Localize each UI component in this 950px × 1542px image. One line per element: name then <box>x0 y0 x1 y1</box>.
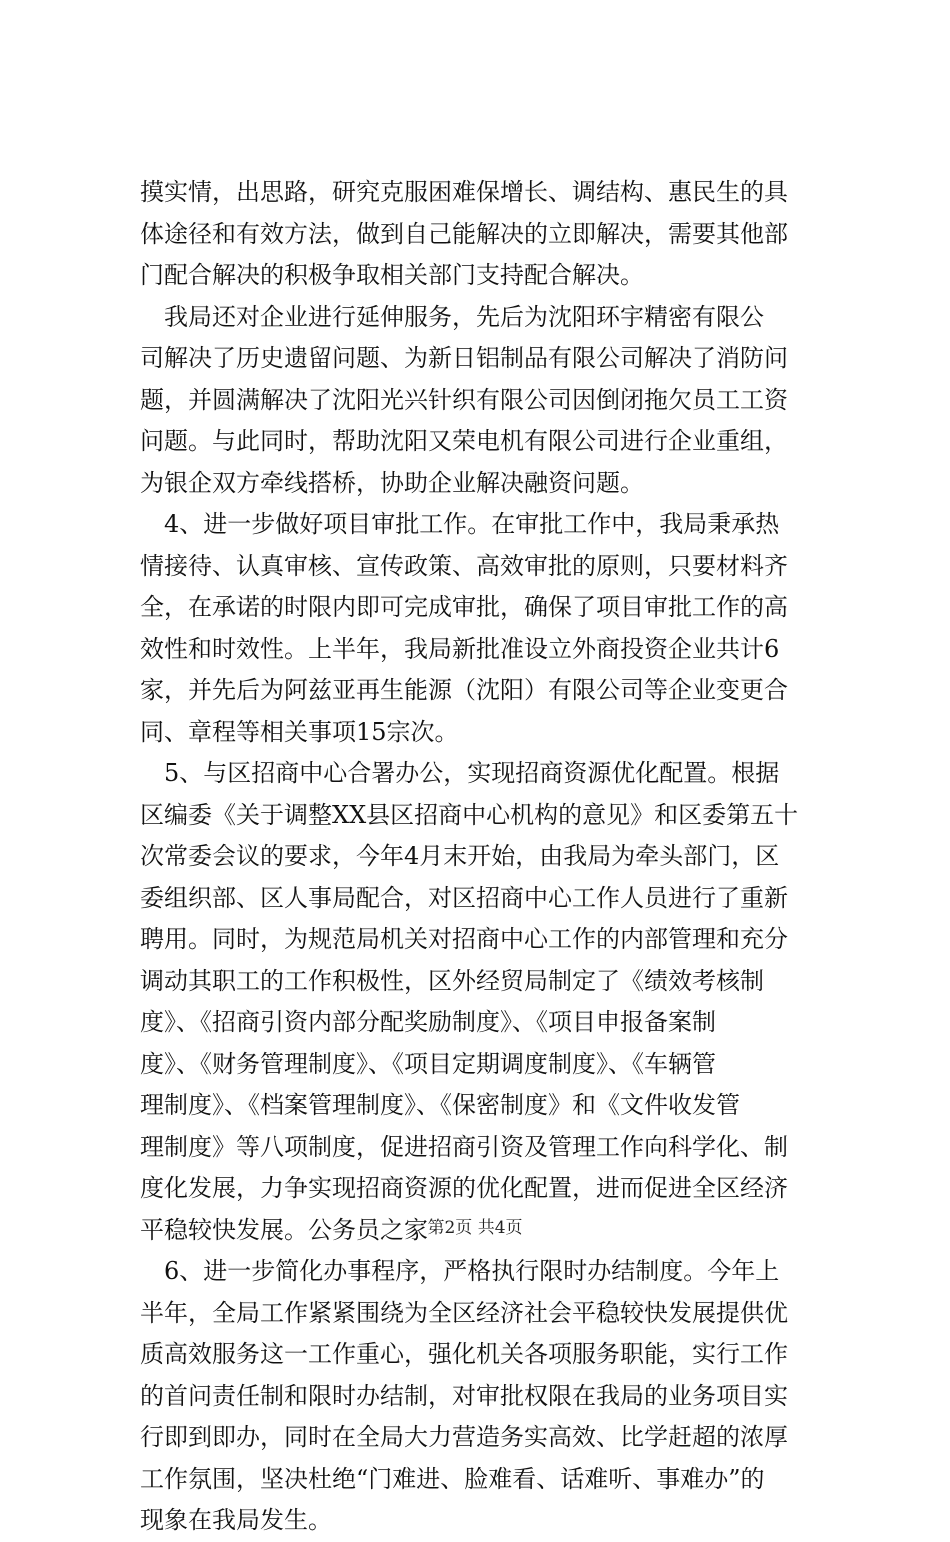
text-line: 6、进一步简化办事程序，严格执行限时办结制度。今年上 <box>140 1257 780 1285</box>
text-line: 情接待、认真审核、宣传政策、高效审批的原则，只要材料齐 <box>140 551 788 580</box>
text-line: 的首问责任制和限时办结制，对审批权限在我局的业务项目实 <box>140 1381 788 1410</box>
text-line: 半年，全局工作紧紧围绕为全区经济社会平稳较快发展提供优 <box>140 1298 788 1327</box>
text-line: 全，在承诺的时限内即可完成审批，确保了项目审批工作的高 <box>140 593 788 621</box>
text-line: 摸实情，出思路，研究克服困难保增长、调结构、惠民生的具 <box>140 178 788 206</box>
text-line: 度》、《招商引资内部分配奖励制度》、《项目申报备案制 <box>140 1008 716 1036</box>
text-line: 区编委《关于调整XX县区招商中心机构的意见》和区委第五十 <box>140 800 799 829</box>
text-line: 调动其职工的工作积极性，区外经贸局制定了《绩效考核制 <box>140 966 764 995</box>
text-line: 现象在我局发生。 <box>140 1506 332 1534</box>
page-footer: 第2页 共4页 <box>427 1218 523 1238</box>
body-text <box>140 172 802 1542</box>
text-line: 题，并圆满解决了沈阳光兴针织有限公司因倒闭拖欠员工工资 <box>140 385 788 414</box>
text-line: 平稳较快发展。公务员之家 <box>140 1215 428 1244</box>
text-line: 度化发展，力争实现招商资源的优化配置，进而促进全区经济 <box>140 1174 788 1202</box>
text-line: 次常委会议的要求，今年4月末开始，由我局为牵头部门，区 <box>140 842 780 870</box>
text-line: 门配合解决的积极争取相关部门支持配合解决。 <box>140 261 644 289</box>
text-line: 理制度》等八项制度，促进招商引资及管理工作向科学化、制 <box>140 1132 788 1161</box>
text-line: 司解决了历史遗留问题、为新日铝制品有限公司解决了消防问 <box>140 344 788 372</box>
text-line: 我局还对企业进行延伸服务，先后为沈阳环宇精密有限公 <box>140 302 764 331</box>
text-line: 家，并先后为阿兹亚再生能源（沈阳）有限公司等企业变更合 <box>140 676 788 704</box>
text-line: 5、与区招商中心合署办公，实现招商资源优化配置。根据 <box>140 759 780 787</box>
text-line: 体途径和有效方法，做到自己能解决的立即解决，需要其他部 <box>140 219 788 248</box>
text-line: 工作氛围，坚决杜绝“门难进、脸难看、话难听、事难办”的 <box>140 1464 765 1493</box>
text-line: 理制度》、《档案管理制度》、《保密制度》和《文件收发管 <box>140 1091 740 1119</box>
text-line: 度》、《财务管理制度》、《项目定期调度制度》、《车辆管 <box>140 1049 716 1078</box>
text-line: 同、章程等相关事项15宗次。 <box>140 717 459 746</box>
text-line: 为银企双方牵线搭桥，协助企业解决融资问题。 <box>140 468 644 497</box>
text-line: 效性和时效性。上半年，我局新批准设立外商投资企业共计6 <box>140 634 780 663</box>
text-line: 聘用。同时，为规范局机关对招商中心工作的内部管理和充分 <box>140 925 788 953</box>
text-line: 委组织部、区人事局配合，对区招商中心工作人员进行了重新 <box>140 883 788 912</box>
text-line: 行即到即办，同时在全局大力营造务实高效、比学赶超的浓厚 <box>140 1423 788 1451</box>
text-line: 质高效服务这一工作重心，强化机关各项服务职能，实行工作 <box>140 1340 788 1368</box>
text-line: 4、进一步做好项目审批工作。在审批工作中，我局秉承热 <box>140 510 780 538</box>
text-line: 问题。与此同时，帮助沈阳又荣电机有限公司进行企业重组， <box>140 427 788 455</box>
